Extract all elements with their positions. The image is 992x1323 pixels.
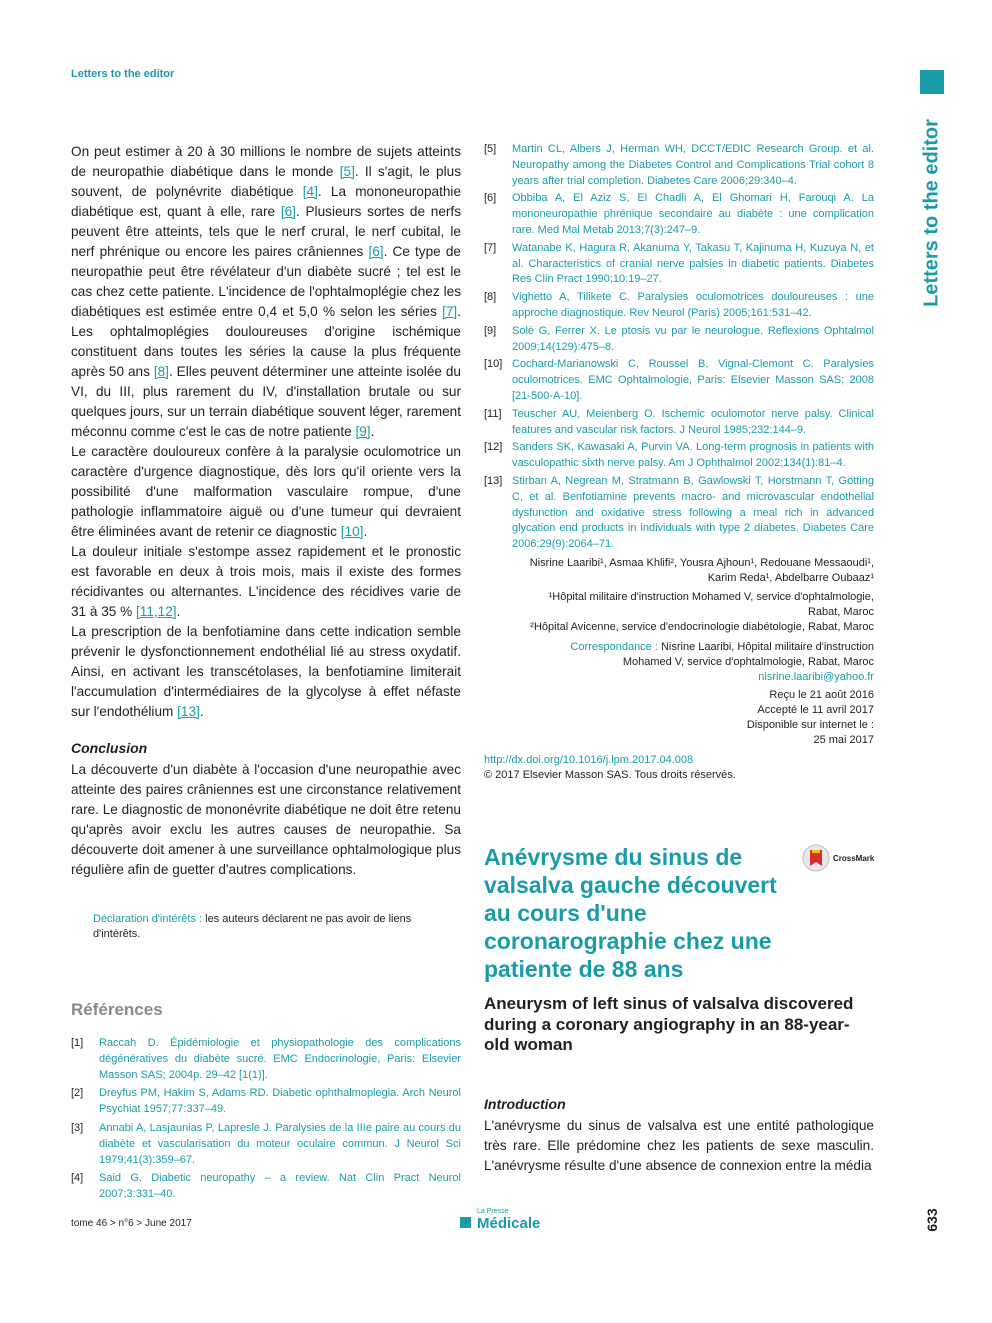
reference-link[interactable]: Cochard-Marianowski C, Roussel B, Vignal-Clemont C. Paralysies oculomotrices. EMC Ophtalmologie, Paris: Elsevier Masson SAS; 2008 [21-500-A-10]. (512, 358, 874, 402)
reference-number: [3] (71, 1121, 84, 1134)
reference-link[interactable]: Sanders SK, Kawasaki A, Purvin VA. Long-term prognosis in patients with vasculopathic sixth nerve palsy. Am J Ophthalmol 2002;134(1):81–4. (512, 441, 874, 470)
correspondence-line: Mohamed V, service d'ophtalmologie, Rabat, Maroc (622, 656, 874, 668)
reference-link[interactable]: Stirban A, Negrean M, Stratmann B, Gawlowski T, Horstmann T, Götting C, et al. Benfotiamine prevents macro- and microvascular endothelial dysfunction and oxidative stress following a meal rich in advanced glycation end products in individuals with type 2 diabetes. Diabetes Care 2006;29(9):2064–71. (512, 474, 874, 551)
body-paragraph: On peut estimer à 20 à 30 millions le nombre de sujets atteints de neuropathie diabétique dans le monde [5]. Il s'agit, le plus souvent, de polynévrite diabétique [4]. La mononeuropathie diabétique est, quant à elle, rare [6]. Plusieurs sortes de nerfs peuvent être atteints, tels que le nerf crural, le nerf cubital, le nerf phrénique ou encore les paires crâniennes [6]. Ce type de neuropathie peut être révélateur d'un diabète sucré ; tel est le cas chez cette patiente. L'incidence de l'ophtalmoplégie chez les diabétiques est estimée entre 0,4 et 5,0 % selon les séries [7]. Les ophtalmoplégies douloureuses d'origine ischémique constituent dans toutes les séries la cause la plus fréquente après 50 ans [8]. Elles peuvent déterminer une atteinte isolée du VI, du III, plus rarement du IV, d'installation brutale ou sur quelques jours, sur un terrain diabétique souvent léger, rarement méconnu comme c'est le cas de notre patiente [9]. (71, 144, 462, 439)
page-number: 633 (924, 1208, 940, 1232)
reference-link[interactable]: Obbiba A, El Aziz S, El Chadli A, El Ghomari H, Farouqi A. La mononeuropathie phrénique secondaire au diabète : une complication rare. Med Mal Metab 2013;7(3):247–9. (512, 192, 874, 236)
reference-number: [4] (71, 1172, 84, 1185)
correspondence (494, 640, 874, 685)
declaration-text: les auteurs déclarent ne pas avoir de liens d'intérêts. (93, 913, 412, 940)
reference-item (484, 290, 874, 322)
reference-number: [2] (71, 1087, 84, 1100)
affiliation-line: ¹Hôpital militaire d'instruction Mohamed V, service d'ophtalmologie, (548, 591, 874, 603)
reference-link[interactable]: Dreyfus PM, Hakim S, Adams RD. Diabetic ophthalmoplegia. Arch Neurol Psychiat 1957;77:337–49. (99, 1087, 461, 1116)
article-title: Anévrysme du sinus de valsalva gauche découvert au cours d'une coronarographie chez une patiente de 88 ans (484, 844, 777, 982)
introduction-heading: Introduction (484, 1096, 566, 1112)
citation-link[interactable]: [6] (368, 244, 384, 259)
reference-item (484, 474, 874, 553)
side-section-label: Letters to the editor (920, 119, 943, 307)
reference-number: [10] (484, 358, 503, 371)
crossmark-label: CrossMark (833, 853, 875, 863)
reference-number: [12] (484, 441, 503, 454)
reference-item (484, 142, 874, 189)
citation-link[interactable]: [13] (177, 704, 200, 719)
author-line: Nisrine Laaribi¹, Asmaa Khlifi², Yousra Ajhoun¹, Redouane Messaoudi¹, (529, 557, 874, 569)
reference-link[interactable]: Solé G, Ferrer X. Le ptosis vu par le neurologue. Reflexions Ophtalmol 2009;14(129):475–8. (512, 324, 874, 353)
copyright-notice: © 2017 Elsevier Masson SAS. Tous droits réservés. (484, 769, 736, 781)
article-dates (574, 688, 874, 748)
reference-number: [13] (484, 474, 503, 487)
body-paragraph: La douleur initiale s'estompe assez rapidement et le pronostic est favorable en deux à trois mois, mais il existe des formes récidivantes ou alternantes. L'incidence des récidives varie de 31 à 35 % [11,12]. (71, 544, 461, 619)
received-date: Reçu le 21 août 2016 (769, 689, 874, 701)
reference-item (484, 407, 874, 439)
reference-item (71, 1086, 461, 1118)
citation-link[interactable]: [9] (355, 424, 371, 439)
issue-info: tome 46 > n°6 > June 2017 (71, 1218, 192, 1229)
correspondence-label: Correspondance : (570, 641, 658, 653)
available-label: Disponible sur internet le : (746, 719, 874, 731)
reference-link[interactable]: Said G. Diabetic neuropathy – a review. Nat Clin Pract Neurol 2007;3:331–40. (99, 1172, 461, 1201)
english-title: Aneurysm of left sinus of valsalva discovered during a coronary angiography in an 88-year-old woman (484, 994, 854, 1054)
reference-item (71, 1121, 461, 1168)
reference-number: [6] (484, 192, 497, 205)
body-paragraph: Le caractère douloureux confère à la paralysie oculomotrice un caractère d'urgence diagnostique, dès lors qu'il oriente vers la possibilité d'une malformation vasculaire rompue, d'une pathologie inflammatoire aiguë ou d'une tumeur qui devraient être éliminées avant de retenir ce diagnostic [10]. (71, 444, 461, 539)
logo-square-icon (460, 1217, 471, 1228)
reference-item (484, 324, 874, 356)
reference-link[interactable]: Martin CL, Albers J, Herman WH, DCCT/EDIC Research Group. et al. Neuropathy among the Diabetes Control and Complications Trial cohort 8 years after trial completion. Diabetes Care 2006;29:340–4. (512, 143, 874, 187)
affiliation-line: Rabat, Maroc (807, 606, 874, 618)
accepted-date: Accepté le 11 avril 2017 (757, 704, 874, 716)
declaration-of-interest (93, 912, 461, 942)
citation-link[interactable]: [5] (339, 164, 355, 179)
reference-number: [11] (484, 407, 502, 420)
crossmark-badge[interactable] (802, 843, 876, 873)
reference-item (484, 440, 874, 472)
conclusion-heading: Conclusion (71, 740, 148, 756)
logo-small-text: La Presse (477, 1208, 509, 1215)
reference-link[interactable]: Annabi A, Lasjaunias P, Lapresle J. Paralysies de la IIIe paire au cours du diabète et vascularisation du moteur oculaire commun. J Neurol Sci 1979;41(3):359–67. (99, 1121, 461, 1166)
doi-link[interactable]: http://dx.doi.org/10.1016/j.lpm.2017.04.008 (484, 754, 694, 766)
running-head: Letters to the editor (71, 68, 175, 80)
author-list (514, 556, 874, 586)
references-list-continued (484, 142, 874, 555)
reference-number: [5] (484, 143, 497, 155)
reference-item (484, 241, 874, 288)
affiliation-line: ²Hôpital Avicenne, service d'endocrinologie diabétologie, Rabat, Maroc (530, 621, 874, 633)
introduction-paragraph: L'anévrysme du sinus de valsalva est une entité pathologique très rare. Elle prédomine chez les patients de sexe masculin. L'anévrysme résulte d'une absence de connexion entre la média (484, 1118, 874, 1173)
reference-item (71, 1171, 461, 1203)
citation-link[interactable]: [10] (340, 524, 364, 539)
reference-link[interactable]: Teuscher AU, Meienberg O. Ischemic oculomotor nerve palsy. Clinical features and vascular risk factors. J Neurol 1985;232:144–9. (512, 407, 874, 436)
doi-block (484, 753, 736, 783)
citation-link[interactable]: [11,12] (136, 604, 177, 619)
reference-link[interactable]: Vighetto A, Tilikete C. Paralysies oculomotrices douloureuses : une approche diagnostique. Rev Neurol (Paris) 2005;161:531–42. (512, 291, 874, 319)
correspondence-email-link[interactable]: nisrine.laaribi@yahoo.fr (758, 671, 874, 683)
section-tab-marker (920, 70, 944, 94)
declaration-label: Déclaration d'intérêts : (93, 913, 203, 925)
reference-number: [8] (484, 291, 497, 304)
references-title: Références (71, 1000, 163, 1019)
reference-item (484, 357, 874, 404)
body-paragraph: La prescription de la benfotiamine dans cette indication semble prévenir le dysfonctionnement endothélial lié au stress oxydatif. Ainsi, en activant les transcétolases, la benfotiamine limiterait l'accumulation d'intermédiaires de la glycolyse à effet néfaste sur l'endothélium [13]. (71, 624, 461, 719)
available-date: 25 mai 2017 (813, 734, 874, 746)
crossmark-icon (802, 844, 830, 872)
logo-main-text: Médicale (477, 1215, 541, 1232)
reference-link[interactable]: Watanabe K, Hagura R, Akanuma Y, Takasu T, Kajinuma H, Kuzuya N, et al. Characteristics of cranial nerve palsies in diabetic patients. Diabetes Res Clin Pract 1990;10:19–27. (512, 241, 874, 286)
reference-link[interactable]: Raccah D. Épidémiologie et physiopathologie des complications dégénératives du diabète sucré. EMC Endocrinologie, Paris: Elsevier Masson SAS; 2004p. 29–42 [1(1)]. (99, 1037, 461, 1081)
citation-link[interactable]: [4] (302, 184, 318, 199)
reference-number: [7] (484, 241, 497, 254)
citation-link[interactable]: [8] (153, 364, 169, 379)
citation-link[interactable]: [6] (280, 204, 296, 219)
author-line: Karim Reda¹, Abdelbarre Oubaaz¹ (707, 572, 874, 584)
journal-logo (460, 1208, 540, 1232)
reference-item (484, 191, 874, 238)
references-list (71, 1036, 461, 1203)
reference-number: [1] (71, 1037, 84, 1049)
left-column (71, 142, 461, 1206)
citation-link[interactable]: [7] (442, 304, 458, 319)
correspondence-line: Nisrine Laaribi, Hôpital militaire d'instruction (657, 641, 874, 653)
introduction-section (484, 1096, 874, 1176)
affiliations (494, 590, 874, 635)
reference-item (71, 1036, 461, 1083)
conclusion-paragraph: La découverte d'un diabète à l'occasion d'une neuropathie avec atteinte des paires crâniennes est une circonstance relativement rare. Le diagnostic de mononévrite diabétique ne doit être retenu qu'après avoir exclu les autres causes de neuropathie. Sa découverte doit amener à une surveillance ophtalmologique plus régulière afin de guetter d'autres complications. (71, 762, 461, 877)
reference-number: [9] (484, 324, 497, 337)
